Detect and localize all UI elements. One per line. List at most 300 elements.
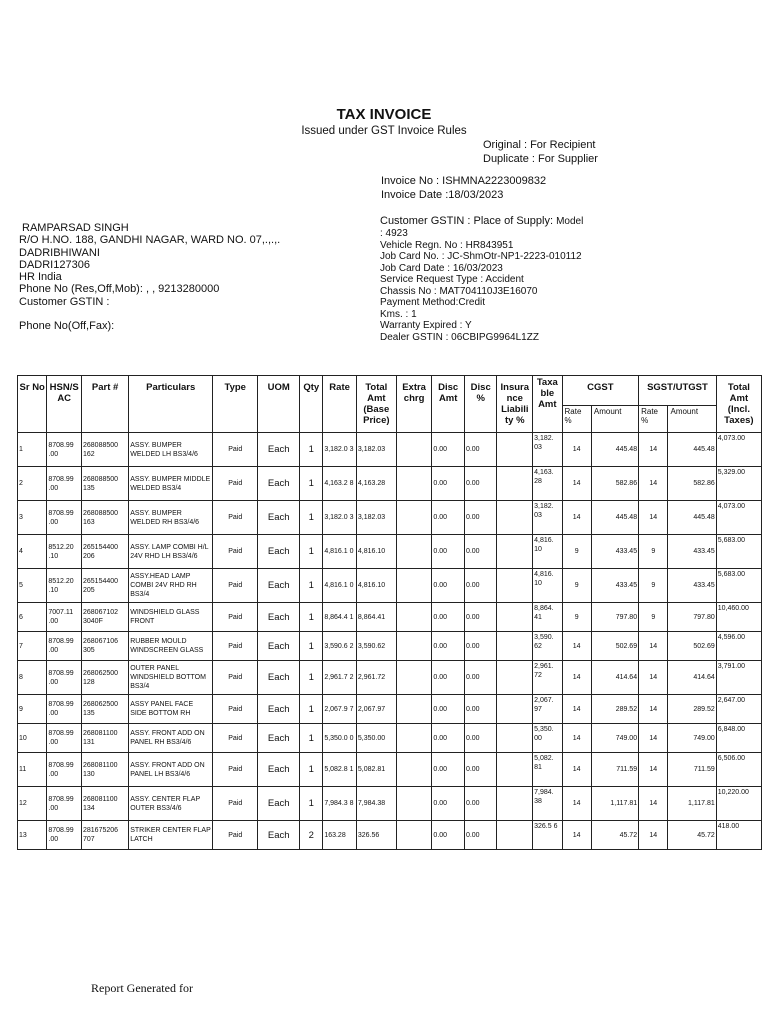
col-total-amt: Total Amt (Base Price) [356, 376, 396, 433]
col-rate: Rate [323, 376, 357, 433]
col-cgst-amount: Amount [591, 406, 638, 433]
cell-cgst-amt: 433.45 [591, 569, 638, 603]
cell-taxable: 4,163. 28 [533, 467, 562, 501]
cell-cgst-rate: 14 [562, 753, 591, 787]
col-total-incl: Total Amt (Incl. Taxes) [716, 376, 761, 433]
cell-part: 268081100 130 [82, 753, 129, 787]
cell-sgst-amt: 749.00 [668, 724, 716, 753]
cell-cgst-rate: 9 [562, 603, 591, 632]
cell-ins [497, 603, 533, 632]
cell-extra [396, 569, 432, 603]
cell-disc-amt: 0.00 [432, 569, 465, 603]
cell-taxable: 5,350. 00 [533, 724, 562, 753]
cell-extra [396, 724, 432, 753]
cell-cgst-amt: 749.00 [591, 724, 638, 753]
table-row [18, 632, 762, 661]
cell-cgst-amt: 502.69 [591, 632, 638, 661]
cell-part: 268081100 134 [82, 787, 129, 821]
invoice-date: Invoice Date :18/03/2023 [381, 189, 504, 201]
cell-cgst-rate: 14 [562, 787, 591, 821]
invoice-number: Invoice No : ISHMNA2223009832 [381, 175, 547, 187]
cell-disc-pct: 0.00 [464, 433, 497, 467]
cell-cgst-amt: 711.59 [591, 753, 638, 787]
cell-taxable: 3,182. 03 [533, 501, 562, 535]
cell-desc: WINDSHIELD GLASS FRONT [129, 603, 213, 632]
cell-sgst-amt: 289.52 [668, 695, 716, 724]
cell-grand: 4,073.00 [716, 433, 761, 467]
payment-method: Payment Method:Credit [380, 297, 486, 308]
cell-cgst-rate: 14 [562, 501, 591, 535]
cell-part: 265154400 206 [82, 535, 129, 569]
cell-cgst-amt: 289.52 [591, 695, 638, 724]
cell-sr: 7 [18, 632, 47, 661]
cell-cgst-rate: 9 [562, 569, 591, 603]
copy-duplicate: Duplicate : For Supplier [483, 153, 598, 165]
cell-hsn: 8708.99 .00 [47, 467, 82, 501]
cell-rate: 8,864.4 1 [323, 603, 357, 632]
cell-sgst-rate: 14 [639, 501, 668, 535]
cell-extra [396, 661, 432, 695]
cell-disc-pct: 0.00 [464, 535, 497, 569]
cell-sgst-rate: 14 [639, 632, 668, 661]
cell-desc: ASSY. FRONT ADD ON PANEL RH BS3/4/6 [129, 724, 213, 753]
customer-address-line4: HR India [19, 271, 62, 284]
cell-uom: Each [258, 661, 300, 695]
chassis-no: Chassis No : MAT704110J3E16070 [380, 285, 538, 297]
cell-sgst-rate: 14 [639, 753, 668, 787]
cell-grand: 10,460.00 [716, 603, 761, 632]
cell-sr: 12 [18, 787, 47, 821]
cell-type: Paid [213, 787, 258, 821]
col-type: Type [213, 376, 258, 433]
cell-rate: 4,163.2 8 [323, 467, 357, 501]
cell-grand: 6,848.00 [716, 724, 761, 753]
cell-ins [497, 535, 533, 569]
cell-type: Paid [213, 661, 258, 695]
col-cgst: CGST [562, 376, 639, 406]
cell-ins [497, 569, 533, 603]
cell-uom: Each [258, 603, 300, 632]
cell-extra [396, 603, 432, 632]
table-row [18, 467, 762, 501]
cell-qty: 1 [300, 603, 323, 632]
cell-grand: 5,683.00 [716, 535, 761, 569]
cell-desc: ASSY. BUMPER WELDED LH BS3/4/6 [129, 433, 213, 467]
cell-total: 2,961.72 [356, 661, 396, 695]
cell-qty: 1 [300, 695, 323, 724]
cell-cgst-amt: 797.80 [591, 603, 638, 632]
cell-hsn: 8708.99 .00 [47, 661, 82, 695]
table-row [18, 661, 762, 695]
cell-sr: 5 [18, 569, 47, 603]
cell-total: 2,067.97 [356, 695, 396, 724]
cell-hsn: 8512.20 .10 [47, 535, 82, 569]
table-row [18, 433, 762, 467]
cell-qty: 1 [300, 753, 323, 787]
cell-total: 4,816.10 [356, 569, 396, 603]
cell-rate: 3,182.0 3 [323, 501, 357, 535]
cell-ins [497, 821, 533, 850]
cell-grand: 5,683.00 [716, 569, 761, 603]
cell-grand: 10,220.00 [716, 787, 761, 821]
table-row [18, 821, 762, 850]
cell-grand: 2,647.00 [716, 695, 761, 724]
cell-ins [497, 433, 533, 467]
cell-cgst-amt: 445.48 [591, 501, 638, 535]
place-of-supply-label: Customer GSTIN : Place of Supply: [380, 215, 554, 227]
cell-sgst-rate: 14 [639, 661, 668, 695]
cell-rate: 2,961.7 2 [323, 661, 357, 695]
model-label: Model [556, 216, 584, 227]
cell-hsn: 8708.99 .00 [47, 433, 82, 467]
cell-hsn: 8512.20 .10 [47, 569, 82, 603]
cell-rate: 2,067.9 7 [323, 695, 357, 724]
cell-rate: 5,350.0 0 [323, 724, 357, 753]
cell-hsn: 8708.99 .00 [47, 753, 82, 787]
cell-grand: 6,506.00 [716, 753, 761, 787]
cell-uom: Each [258, 724, 300, 753]
dealer-gstin: Dealer GSTIN : 06CBIPG9964L1ZZ [380, 331, 539, 343]
cell-taxable: 4,816. 10 [533, 535, 562, 569]
cell-part: 268088500 135 [82, 467, 129, 501]
table-row [18, 787, 762, 821]
cell-total: 4,816.10 [356, 535, 396, 569]
table-row [18, 535, 762, 569]
cell-total: 3,182.03 [356, 501, 396, 535]
cell-uom: Each [258, 501, 300, 535]
cell-sr: 8 [18, 661, 47, 695]
cell-desc: OUTER PANEL WINDSHIELD BOTTOM BS3/4 [129, 661, 213, 695]
cell-desc: ASSY.HEAD LAMP COMBI 24V RHD RH BS3/4 [129, 569, 213, 603]
col-disc-amt: Disc Amt [432, 376, 465, 433]
cell-cgst-rate: 14 [562, 661, 591, 695]
cell-sr: 2 [18, 467, 47, 501]
cell-hsn: 8708.99 .00 [47, 724, 82, 753]
table-row [18, 603, 762, 632]
cell-grand: 3,791.00 [716, 661, 761, 695]
cell-total: 5,350.00 [356, 724, 396, 753]
cell-cgst-rate: 14 [562, 632, 591, 661]
cell-sgst-amt: 433.45 [668, 535, 716, 569]
cell-disc-amt: 0.00 [432, 661, 465, 695]
cell-part: 268062500 128 [82, 661, 129, 695]
cell-cgst-amt: 45.72 [591, 821, 638, 850]
cell-type: Paid [213, 821, 258, 850]
cell-ins [497, 787, 533, 821]
cell-sgst-rate: 14 [639, 821, 668, 850]
cell-rate: 3,590.6 2 [323, 632, 357, 661]
cell-extra [396, 787, 432, 821]
cell-qty: 1 [300, 535, 323, 569]
cell-qty: 1 [300, 661, 323, 695]
cell-taxable: 2,067. 97 [533, 695, 562, 724]
table-row [18, 724, 762, 753]
cell-sgst-rate: 9 [639, 535, 668, 569]
col-sgst-amount: Amount [668, 406, 716, 433]
cell-type: Paid [213, 695, 258, 724]
cell-sr: 11 [18, 753, 47, 787]
cell-grand: 4,073.00 [716, 501, 761, 535]
job-card-date: Job Card Date : 16/03/2023 [380, 262, 503, 274]
copy-original: Original : For Recipient [483, 139, 596, 151]
cell-type: Paid [213, 569, 258, 603]
cell-sgst-amt: 1,117.81 [668, 787, 716, 821]
cell-disc-amt: 0.00 [432, 753, 465, 787]
cell-extra [396, 632, 432, 661]
cell-extra [396, 821, 432, 850]
cell-disc-amt: 0.00 [432, 433, 465, 467]
cell-total: 5,082.81 [356, 753, 396, 787]
cell-taxable: 4,816. 10 [533, 569, 562, 603]
cell-disc-pct: 0.00 [464, 724, 497, 753]
cell-disc-pct: 0.00 [464, 501, 497, 535]
cell-sgst-amt: 445.48 [668, 501, 716, 535]
col-qty: Qty [300, 376, 323, 433]
cell-type: Paid [213, 467, 258, 501]
cell-part: 268088500 162 [82, 433, 129, 467]
kms: Kms. : 1 [380, 308, 417, 320]
cell-uom: Each [258, 433, 300, 467]
cell-ins [497, 501, 533, 535]
col-cgst-rate: Rate % [562, 406, 591, 433]
cell-rate: 7,984.3 8 [323, 787, 357, 821]
cell-ins [497, 724, 533, 753]
customer-phone-off-fax: Phone No(Off,Fax): [19, 320, 115, 333]
cell-qty: 1 [300, 787, 323, 821]
table-row [18, 695, 762, 724]
cell-type: Paid [213, 501, 258, 535]
cell-type: Paid [213, 433, 258, 467]
col-insurance: Insura nce Liabili ty % [497, 376, 533, 433]
cell-sgst-amt: 797.80 [668, 603, 716, 632]
cell-type: Paid [213, 632, 258, 661]
cell-sgst-amt: 582.86 [668, 467, 716, 501]
cell-grand: 4,596.00 [716, 632, 761, 661]
cell-uom: Each [258, 695, 300, 724]
cell-part: 268088500 163 [82, 501, 129, 535]
cell-uom: Each [258, 569, 300, 603]
cell-uom: Each [258, 753, 300, 787]
cell-sgst-rate: 14 [639, 695, 668, 724]
cell-part: 268062500 135 [82, 695, 129, 724]
col-sr-no: Sr No [18, 376, 47, 433]
cell-taxable: 7,984. 38 [533, 787, 562, 821]
cell-hsn: 8708.99 .00 [47, 501, 82, 535]
vehicle-regn: Vehicle Regn. No : HR843951 [380, 239, 514, 251]
cell-ins [497, 632, 533, 661]
cell-type: Paid [213, 753, 258, 787]
cell-part: 281675206 707 [82, 821, 129, 850]
col-uom: UOM [258, 376, 300, 433]
cell-part: 268067102 3040F [82, 603, 129, 632]
cell-qty: 2 [300, 821, 323, 850]
cell-disc-amt: 0.00 [432, 695, 465, 724]
customer-address-block [19, 222, 280, 332]
cell-sr: 1 [18, 433, 47, 467]
cell-sgst-amt: 711.59 [668, 753, 716, 787]
customer-address-line3: DADRI127306 [19, 258, 90, 271]
cell-total: 7,984.38 [356, 787, 396, 821]
cell-disc-pct: 0.00 [464, 753, 497, 787]
job-card-no: Job Card No. : JC-ShmOtr-NP1-2223-010112 [380, 251, 582, 262]
cell-desc: ASSY. BUMPER MIDDLE WELDED BS3/4 [129, 467, 213, 501]
cell-disc-pct: 0.00 [464, 821, 497, 850]
cell-sgst-rate: 14 [639, 787, 668, 821]
col-part: Part # [82, 376, 129, 433]
cell-disc-amt: 0.00 [432, 535, 465, 569]
col-sgst-rate: Rate % [639, 406, 668, 433]
cell-sgst-amt: 502.69 [668, 632, 716, 661]
vehicle-details-block [380, 215, 583, 343]
cell-qty: 1 [300, 569, 323, 603]
cell-desc: ASSY. BUMPER WELDED RH BS3/4/6 [129, 501, 213, 535]
cell-sgst-amt: 433.45 [668, 569, 716, 603]
cell-cgst-amt: 445.48 [591, 433, 638, 467]
cell-cgst-amt: 1,117.81 [591, 787, 638, 821]
cell-uom: Each [258, 535, 300, 569]
cell-hsn: 8708.99 .00 [47, 695, 82, 724]
cell-sr: 10 [18, 724, 47, 753]
cell-desc: ASSY. CENTER FLAP OUTER BS3/4/6 [129, 787, 213, 821]
cell-disc-amt: 0.00 [432, 724, 465, 753]
model-value: : 4923 [380, 228, 408, 239]
cell-desc: RUBBER MOULD WINDSCREEN GLASS [129, 632, 213, 661]
col-sgst: SGST/UTGST [639, 376, 717, 406]
cell-cgst-rate: 14 [562, 724, 591, 753]
cell-total: 326.56 [356, 821, 396, 850]
cell-sgst-rate: 9 [639, 603, 668, 632]
cell-sgst-rate: 14 [639, 433, 668, 467]
cell-part: 268067106 305 [82, 632, 129, 661]
cell-total: 8,864.41 [356, 603, 396, 632]
cell-type: Paid [213, 535, 258, 569]
invoice-title: TAX INVOICE [336, 106, 432, 123]
cell-extra [396, 501, 432, 535]
cell-grand: 5,329.00 [716, 467, 761, 501]
cell-part: 265154400 205 [82, 569, 129, 603]
cell-qty: 1 [300, 467, 323, 501]
cell-disc-pct: 0.00 [464, 467, 497, 501]
cell-sr: 13 [18, 821, 47, 850]
cell-total: 3,590.62 [356, 632, 396, 661]
cell-cgst-rate: 14 [562, 821, 591, 850]
report-footer: Report Generated for [91, 981, 193, 995]
col-disc-pct: Disc % [464, 376, 497, 433]
cell-uom: Each [258, 467, 300, 501]
cell-rate: 4,816.1 0 [323, 569, 357, 603]
customer-phone: Phone No (Res,Off,Mob): , , 9213280000 [19, 283, 220, 296]
invoice-items-table [17, 375, 762, 850]
cell-desc: ASSY. LAMP COMBI H/L 24V RHD LH BS3/4/6 [129, 535, 213, 569]
customer-gstin: Customer GSTIN : [19, 295, 110, 308]
cell-disc-amt: 0.00 [432, 467, 465, 501]
cell-ins [497, 753, 533, 787]
cell-disc-amt: 0.00 [432, 787, 465, 821]
col-hsn: HSN/S AC [47, 376, 82, 433]
cell-qty: 1 [300, 632, 323, 661]
cell-part: 268081100 131 [82, 724, 129, 753]
cell-ins [497, 661, 533, 695]
cell-sgst-amt: 45.72 [668, 821, 716, 850]
cell-cgst-rate: 14 [562, 433, 591, 467]
cell-taxable: 3,590. 62 [533, 632, 562, 661]
cell-disc-amt: 0.00 [432, 603, 465, 632]
customer-address-line1: R/O H.NO. 188, GANDHI NAGAR, WARD NO. 07,.,.,. [19, 234, 281, 247]
cell-cgst-amt: 582.86 [591, 467, 638, 501]
cell-rate: 4,816.1 0 [323, 535, 357, 569]
cell-hsn: 7007.11 .00 [47, 603, 82, 632]
cell-sr: 6 [18, 603, 47, 632]
cell-desc: ASSY PANEL FACE SIDE BOTTOM RH [129, 695, 213, 724]
cell-sr: 3 [18, 501, 47, 535]
cell-disc-pct: 0.00 [464, 787, 497, 821]
cell-qty: 1 [300, 724, 323, 753]
customer-address-line2: DADRIBHIWANI [19, 246, 100, 259]
cell-uom: Each [258, 787, 300, 821]
service-request-type: Service Request Type : Accident [380, 274, 524, 285]
cell-cgst-rate: 14 [562, 695, 591, 724]
cell-type: Paid [213, 724, 258, 753]
cell-disc-pct: 0.00 [464, 661, 497, 695]
warranty-expired: Warranty Expired : Y [380, 320, 472, 331]
cell-disc-pct: 0.00 [464, 632, 497, 661]
table-row [18, 753, 762, 787]
cell-extra [396, 695, 432, 724]
cell-uom: Each [258, 632, 300, 661]
cell-ins [497, 467, 533, 501]
cell-extra [396, 753, 432, 787]
cell-taxable: 2,961. 72 [533, 661, 562, 695]
table-row [18, 569, 762, 603]
cell-rate: 5,082.8 1 [323, 753, 357, 787]
cell-cgst-amt: 414.64 [591, 661, 638, 695]
cell-hsn: 8708.99 .00 [47, 821, 82, 850]
cell-uom: Each [258, 821, 300, 850]
cell-type: Paid [213, 603, 258, 632]
cell-qty: 1 [300, 433, 323, 467]
cell-cgst-rate: 9 [562, 535, 591, 569]
cell-total: 3,182.03 [356, 433, 396, 467]
col-taxable-amt: Taxa ble Amt [533, 376, 562, 433]
cell-cgst-amt: 433.45 [591, 535, 638, 569]
cell-desc: ASSY. FRONT ADD ON PANEL LH BS3/4/6 [129, 753, 213, 787]
cell-sgst-amt: 445.48 [668, 433, 716, 467]
customer-name: RAMPARSAD SINGH [22, 222, 129, 234]
cell-disc-amt: 0.00 [432, 821, 465, 850]
cell-taxable: 8,864. 41 [533, 603, 562, 632]
cell-sgst-rate: 9 [639, 569, 668, 603]
cell-disc-pct: 0.00 [464, 695, 497, 724]
cell-sgst-amt: 414.64 [668, 661, 716, 695]
table-row [18, 501, 762, 535]
cell-extra [396, 433, 432, 467]
cell-grand: 418.00 [716, 821, 761, 850]
cell-sr: 9 [18, 695, 47, 724]
cell-disc-amt: 0.00 [432, 501, 465, 535]
cell-taxable: 326.5 6 [533, 821, 562, 850]
cell-taxable: 5,082. 81 [533, 753, 562, 787]
cell-rate: 3,182.0 3 [323, 433, 357, 467]
cell-disc-amt: 0.00 [432, 632, 465, 661]
cell-extra [396, 535, 432, 569]
cell-sr: 4 [18, 535, 47, 569]
cell-cgst-rate: 14 [562, 467, 591, 501]
cell-sgst-rate: 14 [639, 724, 668, 753]
cell-sgst-rate: 14 [639, 467, 668, 501]
cell-total: 4,163.28 [356, 467, 396, 501]
cell-taxable: 3,182. 03 [533, 433, 562, 467]
col-extra-chrg: Extra chrg [396, 376, 432, 433]
